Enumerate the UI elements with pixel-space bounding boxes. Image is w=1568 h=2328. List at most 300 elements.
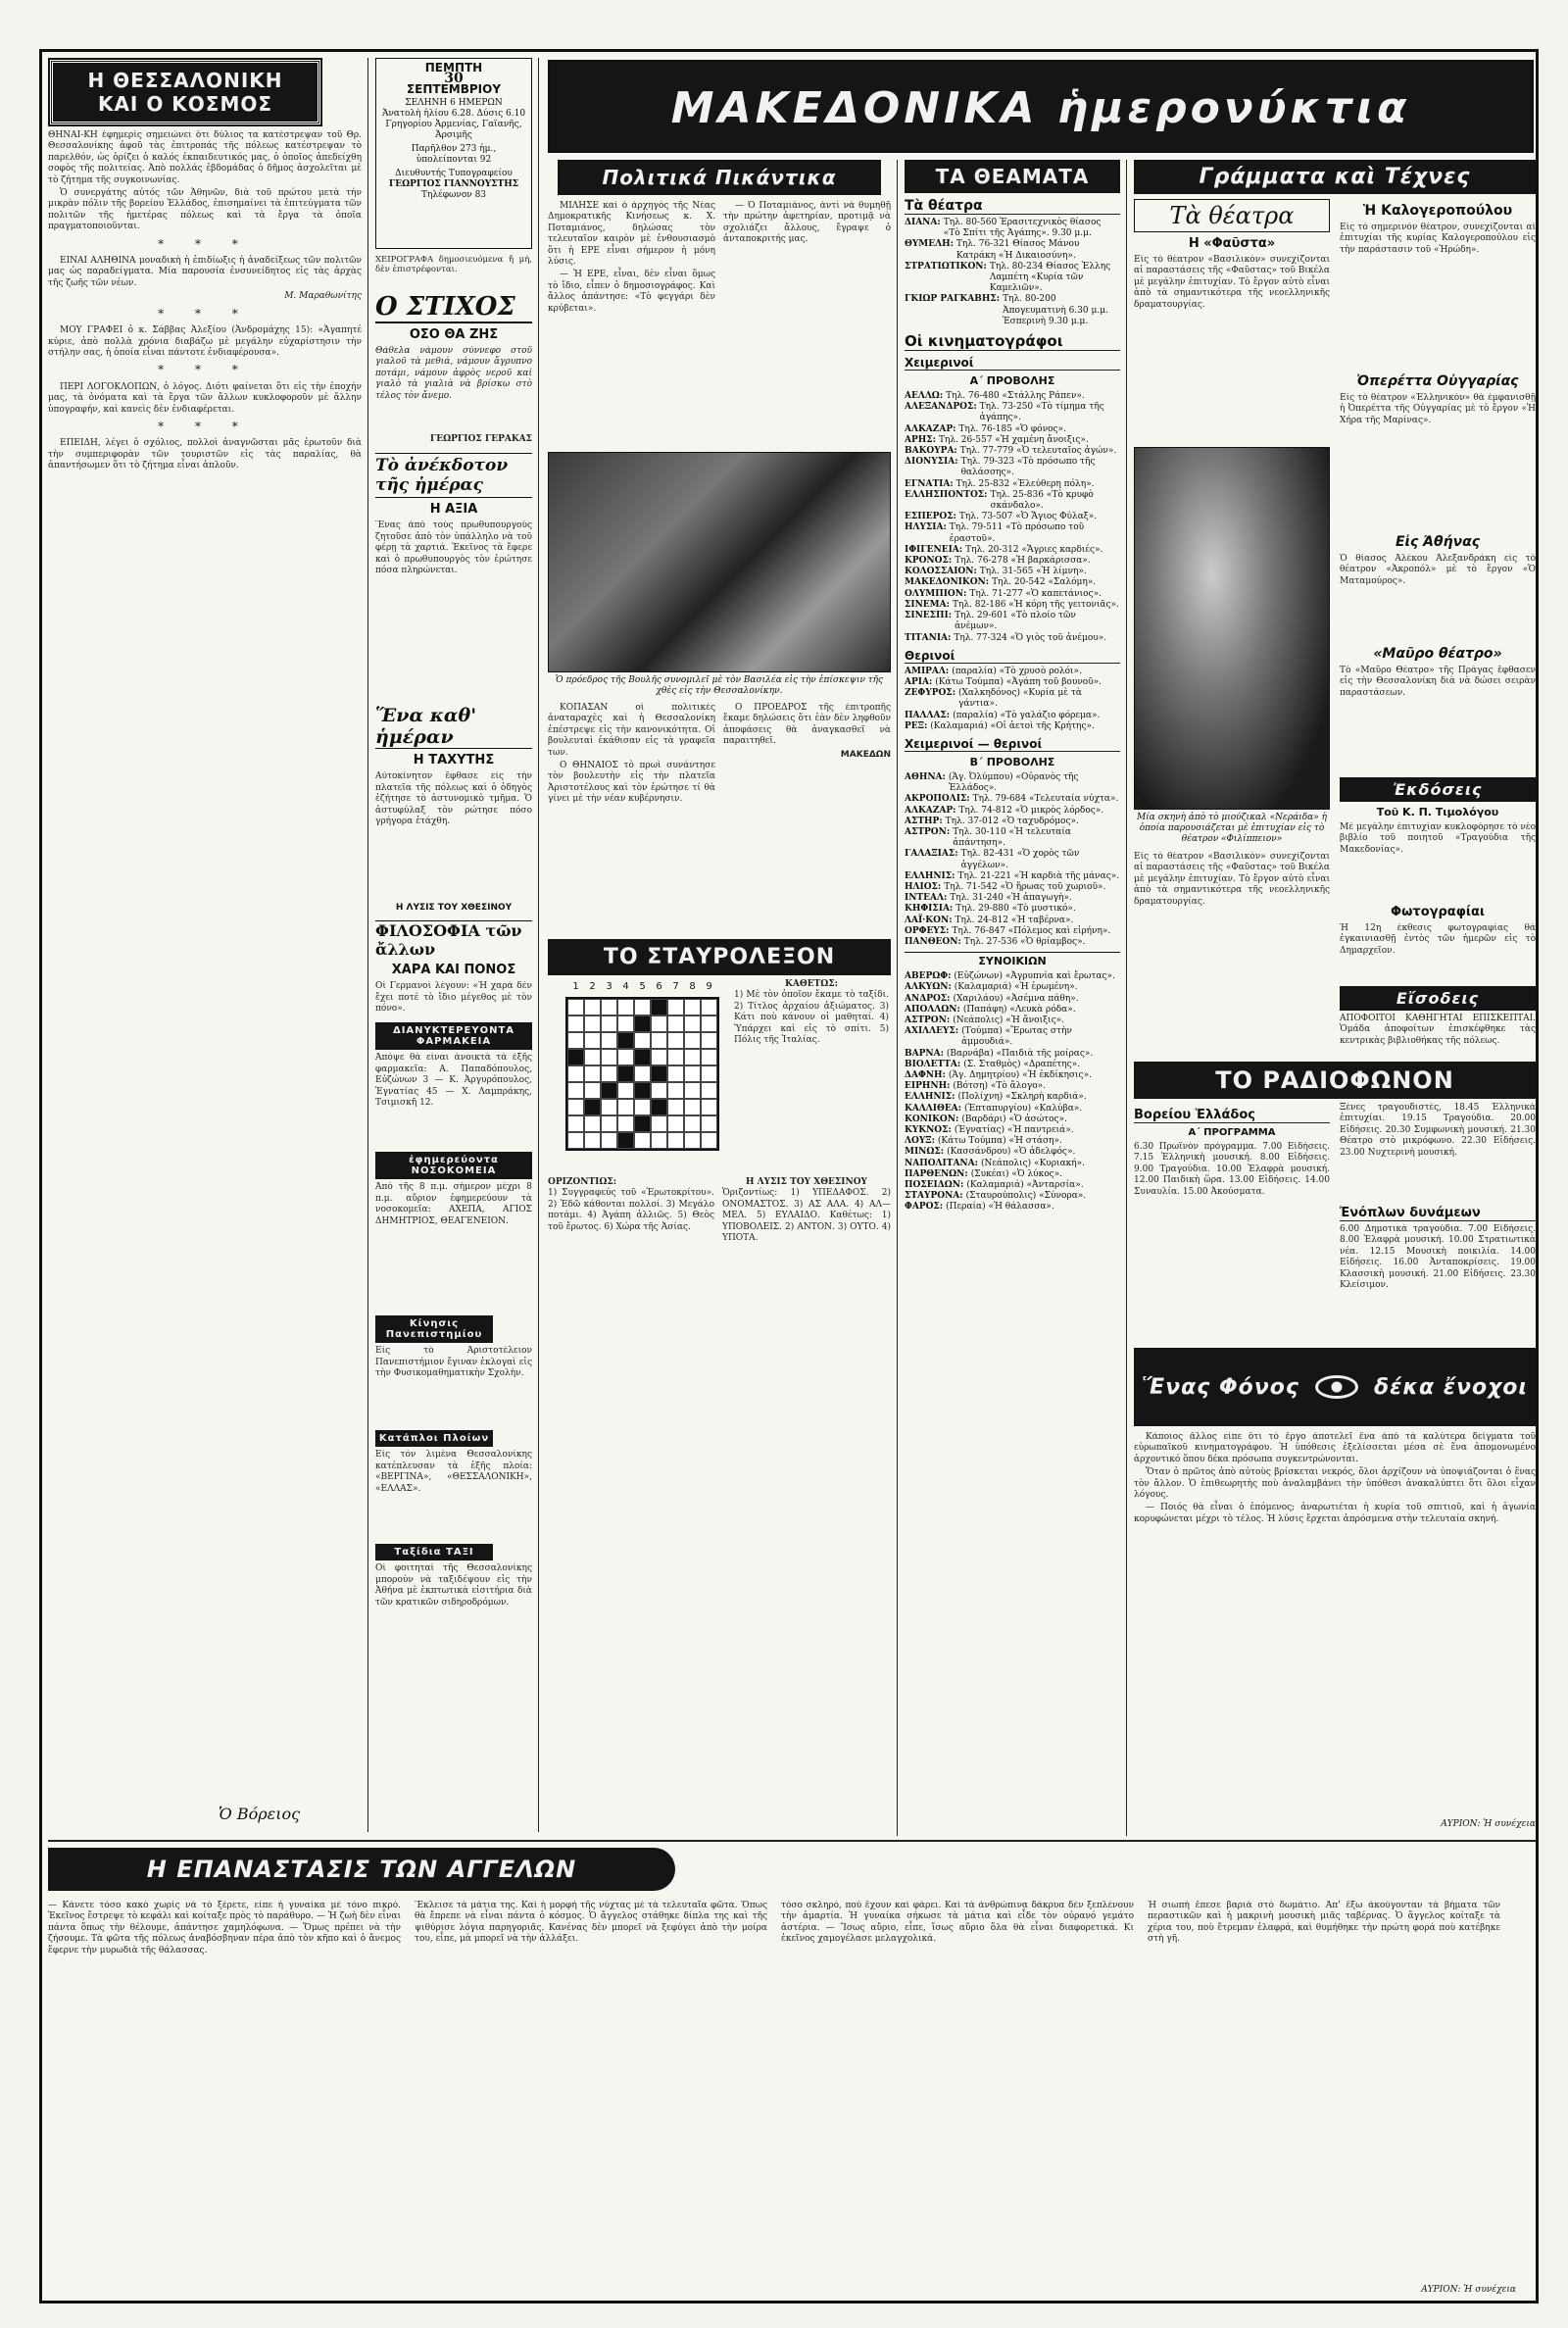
ploia-title: Κατάπλοι Πλοίων — [375, 1430, 493, 1447]
listing-text: (Χαλκηδόνος) «Κυρία μὲ τὰ γάντια». — [958, 688, 1082, 710]
listing-name: ΣΙΝΕΜΑ: — [905, 599, 950, 610]
listing-row — [905, 982, 1120, 993]
listing-name: ΠΑΛΛΑΣ: — [905, 710, 951, 720]
filo-title: ΦΙΛΟΣΟΦΙΑ τῶν ἄλλων — [375, 920, 532, 959]
athinas-title: Εἰς Ἀθήνας — [1395, 534, 1481, 550]
politika-photo-caption: Ὁ πρόεδρος τῆς Βουλῆς συνομιλεῖ μὲ τὸν Βασιλέα εἰς τὴν ἐπίσκεψιν τῆς χθὲς εἰς τὴν Θεσσαλονίκην. — [555, 675, 884, 696]
listing-text: Τηλ. 76-847 «Πόλεμος καὶ εἰρήνη». — [952, 925, 1111, 936]
listing-text: Τηλ. 76-321 Θίασος Μάνου Κατράκη «Ἡ Δικαιοσύνη». — [956, 239, 1080, 261]
kalog-title: Ἡ Καλογεροπούλου — [1362, 203, 1513, 219]
listing-text: Τηλ. 80-234 Θίασος Ἐλλης Λαμπέτη «Κυρία τῶν Καμελιῶν». — [989, 261, 1111, 294]
horiz-clues: 1) Συγγραφεύς τοῦ «Ἐρωτοκρίτου». 2) Ἐδῶ κάθονται πολλοί. 3) Μεγάλο ποτάμι. 4) Ἀγάπη ἀλλιῶς. 5) Θεὸς τοῦ ἔρωτος. 6) Χώρα τῆς Ἀσίας. — [548, 1188, 714, 1232]
listing-row — [905, 827, 1120, 849]
crossword-solution — [722, 1177, 891, 1452]
politika-para-5: Ο ΘΗΝΑΙΟΣ τὸ πρωὶ συνάντησε τὸν βουλευτὴν εἰς τὴν πλατεῖα Ἀριστοτέλους καὶ τὸν ἐρώτησε τί θὰ γίνει μὲ τὴν νέαν κυβέρνησιν. — [548, 761, 715, 805]
serial-col-4: Ἡ σιωπὴ ἔπεσε βαριά στὸ δωμάτιο. Ἀπ' ἔξω ἀκούγονταν τὰ βήματα τῶν περαστικῶν καὶ ἡ μακρινὴ μουσικὴ μιᾶς ταβέρνας. Ὁ ἄγγελος κοίταξε τὰ χέρια του, ποὺ ἔτρεμαν ἐλαφρά, καὶ θυμήθηκε τὴν πρώτη φορά ποὺ κατέβηκε στὴ γῆ. — [1148, 1901, 1500, 1945]
photo-title: Φωτογραφίαι — [1391, 905, 1485, 919]
farm-title: ΔΙΑΝΥΚΤΕΡΕΥΟΝΤΑ ΦΑΡΜΑΚΕΙΑ — [375, 1022, 532, 1050]
rule-bottom — [48, 1840, 1536, 1842]
kin-list-1 — [905, 391, 1120, 644]
listing-name: ΦΑΡΟΣ: — [905, 1202, 944, 1213]
politika-para-1: ΜΙΛΗΣΕ καὶ ὁ ἀρχηγὸς τῆς Νέας Δημοκρατικῆς Κινήσεως κ. Χ. Ποταμιάνος, δηλώσας τὸν τελευταῖον καιρὸν μὲ ἐνθουσιασμὸ ὅτι ἡ ΕΡΕ εἶναι σήμερον ἡ μόνη λύσις. — [548, 201, 715, 268]
operetta-title: Ὀπερέττα Οὐγγαρίας — [1356, 373, 1519, 389]
film-para-3: — Ποιός θὰ εἶναι ὁ ἑπόμενος; ἀναρωτιέται ἡ κυρία τοῦ σπιτιοῦ, καὶ ἡ ἀγωνία κορυφώνεται μέχρι τὸ τέλος. Ἡ λύσις ἔρχεται ἀπρόσμενα στὴν τελευταία σκηνή. — [1134, 1503, 1536, 1524]
politika-title: Πολιτικά Πικάντικα — [558, 160, 881, 195]
crossword-cell — [667, 999, 684, 1015]
crossword-number: 1 — [572, 981, 579, 992]
listing-name: ΣΤΡΑΤΙΩΤΙΚΟΝ: — [905, 261, 987, 272]
crossword-cell — [701, 1099, 717, 1115]
date-day: ΠΕΜΠΤΗ — [424, 61, 483, 74]
listing-text: Τηλ. 37-012 «Ὁ ταχυδρόμος». — [945, 816, 1079, 826]
eisodeis-body: ΑΠΟΦΟΙΤΟΙ ΚΑΘΗΓΗΤΑΙ ΕΠΙΣΚΕΠΤΑΙ. Ὁμάδα ἀποφοίτων ἑπισκέφθηκε τὰς κεντρικὰς βιβλιοθήκας τῆς πόλεως. — [1340, 1014, 1536, 1046]
listing-name: ΒΑΡΝΑ: — [905, 1048, 944, 1059]
listing-text: (Ἁγ. Ὀλύμπου) «Οὐρανὸς τῆς Ἑλλάδος». — [948, 771, 1079, 794]
radio-col-a — [1134, 1103, 1330, 1322]
listing-text: (Καλαμαριά) «Οἱ ἀετοὶ τῆς Κρήτης». — [930, 720, 1095, 731]
crossword-cell — [651, 999, 667, 1015]
listing-text: (παραλία) «Τὸ χρυσὸ ρολόι». — [952, 666, 1082, 676]
crossword-cell — [634, 1082, 651, 1099]
filo-sub: ΧΑΡΑ ΚΑΙ ΠΟΝΟΣ — [391, 963, 516, 978]
therinoi-title: Θερινοί — [905, 649, 1120, 664]
crossword-cell — [667, 1015, 684, 1032]
crossword-cell — [567, 1049, 584, 1065]
radio-evening: Ξένες τραγουδιστές, 18.45 Ἑλληνικὰ ἐπιτυχίαι. 19.15 Τραγούδια. 20.00 Εἰδήσεις. 20.30 Συμφωνικὴ μουσική. 21.30 Θέατρο στὸ μικρόφωνο. 22.30 Εἰδήσεις. 23.00 Νυχτερινὴ μουσική. — [1340, 1103, 1536, 1158]
listing-name: ΕΛΛΗΣΠΟΝΤΟΣ: — [905, 489, 988, 500]
crossword-cell — [651, 1015, 667, 1032]
listing-text: (Χαριλάου) «Ἀσέμνα πάθη». — [953, 993, 1079, 1004]
stichos-author: ΓΕΩΡΓΙΟΣ ΓΕΡΑΚΑΣ — [429, 434, 532, 444]
stichos-title: Ο ΣΤΙΧΟΣ — [375, 292, 532, 323]
crossword-cell — [617, 1032, 634, 1049]
left-para-5: ΠΕΡΙ ΛΟΓΟΚΛΟΠΩΝ, ὁ λόγος. Διότι φαίνεται ὅτι εἰς τὴν ἐποχήν μας, τὰ ὀνόματα καὶ τὰ ἔργα τῶν ἄλλων κυκλοφοροῦν μὲ ἄλλην ὑπογραφήν, καὶ κανεὶς δὲν ἐνδιαφέρεται. — [48, 381, 362, 415]
listing-text: Τηλ. 79-323 «Τὸ πρόσωπο τῆς θαλάσσης». — [960, 457, 1096, 478]
listing-name: ΓΚΙΩΡ ΡΑΓΚΑΒΗΣ: — [905, 294, 1001, 305]
crossword-cell — [617, 1065, 634, 1082]
listing-text: (Ἐγνατίας) «Ἡ παντρειά». — [954, 1125, 1074, 1136]
thessaloniki-banner — [50, 60, 320, 124]
listing-name: ΙΝΤΕΑΛ: — [905, 893, 948, 904]
film-sig: ΑΥΡΙΟΝ: Ἡ συνέχεια — [1441, 1819, 1536, 1829]
crossword-cell — [684, 1115, 701, 1132]
listing-text: (Βαρδάρι) «Ὁ ἀσώτος». — [961, 1114, 1067, 1124]
crossword-number: 6 — [656, 981, 662, 992]
faustas-body: Εἰς τὸ θέατρον «Βασιλικὸν» συνεχίζονται αἱ παραστάσεις τῆς «Φαῦστας» τοῦ Βικέλα μὲ μεγάλην ἐπιτυχίαν. Τὸ ἔργον αὐτὸ εἶναι ἀπὸ τὰ σημαντικότερα τῆς νεοελληνικῆς δραματουργίας. — [1134, 255, 1330, 310]
listing-name: ΕΙΡΗΝΗ: — [905, 1081, 951, 1092]
listing-row — [905, 1191, 1120, 1202]
crossword-cell — [651, 1132, 667, 1149]
listing-text: (Ἐπταπυργίου) «Καλύβα». — [964, 1103, 1083, 1114]
crossword-number: 9 — [706, 981, 712, 992]
listing-row — [905, 1049, 1120, 1060]
cheimerinoi-title: Χειμερινοί — [905, 356, 1120, 371]
crossword-cell — [651, 1032, 667, 1049]
separator-stars: * * * — [158, 236, 252, 251]
kath-solution: Η ΛΥΣΙΣ ΤΟΥ ΧΘΕΣΙΝΟΥ — [395, 903, 513, 914]
listing-row — [905, 994, 1120, 1005]
filo-body: Οἱ Γερμανοὶ λέγουν: «Ἡ χαρὰ δὲν ἔχει ποτέ τὸ ἴδιο μέγεθος μὲ τὸν πόνο». — [375, 981, 532, 1015]
listing-name: ΕΓΝΑΤΙΑ: — [905, 478, 954, 489]
listing-row — [905, 446, 1120, 457]
politika-para-6: Ο ΠΡΟΕΔΡΟΣ τῆς ἐπιτροπῆς ἔκαμε δηλώσεις ὅτι ἐὰν δὲν ληφθοῦν ἀποφάσεις θὰ ἀναγκασθεῖ νὰ παραιτηθεῖ. — [723, 703, 891, 747]
listing-name: ΑΡΙΑ: — [905, 676, 933, 687]
listing-name: ΑΡΗΣ: — [905, 434, 936, 445]
listing-row — [905, 882, 1120, 893]
listing-text: Τηλ. 76-185 «Ὁ φόνος». — [958, 423, 1066, 434]
crossword-vertical — [734, 979, 889, 1165]
crossword-cell — [567, 1015, 584, 1032]
listing-name: ΙΦΙΓΕΝΕΙΑ: — [905, 544, 963, 555]
listing-text: Τηλ. 71-542 «Ὁ ἥρωας τοῦ χωριοῦ». — [944, 881, 1106, 892]
masthead-title: ΜΑΚΕΔΟΝΙΚΑ ἡμερονύκτια — [548, 60, 1534, 153]
listing-row — [905, 1180, 1120, 1191]
listing-text: Τηλ. 82-431 «Ὁ χορὸς τῶν ἀγγέλων». — [960, 849, 1080, 870]
listing-row — [905, 677, 1120, 688]
listing-row — [905, 849, 1120, 870]
listing-row — [905, 971, 1120, 982]
left-para-2: Ὁ συνεργάτης αὐτός τῶν Ἀθηνῶν, διὰ τοῦ πρώτου μετὰ τὴν μικρὰν πόλιν τῆς βορείου Ἑλλάδος, ἐπισημαίνει τὰ ἐπιτεύγματα τῶν πολιτῶν τῆς ἡμετέρας πόλεως καὶ τὰ ἔργα τὰ ὁποῖα πραγματοποιοῦνται. — [48, 188, 362, 232]
listing-row — [905, 262, 1120, 295]
listing-text: Τηλ. 24-812 «Ἡ ταβέρνα». — [955, 915, 1074, 925]
anekdoto-title: Τὸ ἀνέκδοτον τῆς ἡμέρας — [375, 453, 532, 498]
crossword-cell — [584, 1032, 601, 1049]
anekdoto-sub: Η ΑΞΙΑ — [429, 502, 478, 518]
listing-text: Τηλ. 31-565 «Ἡ λίμνη». — [979, 567, 1087, 577]
taxi-body: Οἱ φοιτηταὶ τῆς Θεσσαλονίκης μπορούν νὰ ταξιδέψουν εἰς τὴν Ἀθήνα μὲ ἑκπτωτικὰ εἰσιτήρια διὰ τῶν κρατικῶν σιδηροδρόμων. — [375, 1563, 532, 1608]
listing-name: ΝΑΠΟΛΙΤΑΝΑ: — [905, 1158, 978, 1168]
separator-stars-2: * * * — [158, 306, 252, 321]
listing-text: Τηλ. 27-536 «Ὁ θρίαμβος». — [963, 936, 1086, 947]
crossword-cell — [601, 1065, 617, 1082]
printer-name: ΓΕΩΡΓΙΟΣ ΓΙΑΝΝΟΥΣΤΗΣ — [388, 179, 519, 189]
crossword-cell — [617, 1015, 634, 1032]
radio-enoplon-body: 6.00 Δημοτικὰ τραγούδια. 7.00 Εἰδήσεις. 8.00 Ἐλαφρὰ μουσική. 10.00 Στρατιωτικὰ νέα. 12.15 Μουσικὴ ποικιλία. 14.00 Εἰδήσεις. 16.00 Ἀνταποκρίσεις. 19.00 Κλασσικὴ μουσική. 21.00 Εἰδήσεις. 23.30 Κλείσιμον. — [1340, 1224, 1536, 1291]
stavrolexo-title: ΤΟ ΣΤΑΥΡΟΛΕΞΟΝ — [548, 939, 891, 975]
listing-row — [905, 711, 1120, 721]
ekdoseis-title: Ἐκδόσεις — [1340, 777, 1536, 802]
listing-row — [905, 402, 1120, 423]
listing-row — [905, 512, 1120, 522]
crossword-cell — [667, 1132, 684, 1149]
radio-title: ΤΟ ΡΑΔΙΟΦΩΝΟΝ — [1134, 1062, 1536, 1099]
crossword-cell — [701, 1065, 717, 1082]
listing-text: (Νεάπολις) «Κυριακή». — [980, 1158, 1086, 1168]
listing-row — [905, 1060, 1120, 1070]
crossword-cell — [567, 1115, 584, 1132]
listing-text: Τηλ. 71-277 «Ὁ καπετάνιος». — [969, 588, 1102, 599]
serial-next: ΑΥΡΙΟΝ: Ἡ συνέχεια — [1421, 2285, 1516, 2295]
listing-name: ΜΙΝΩΣ: — [905, 1147, 945, 1158]
crossword-cell — [651, 1049, 667, 1065]
grammata-photo — [1134, 447, 1330, 810]
listing-row — [905, 577, 1120, 588]
politika-signature: ΜΑΚΕΔΩΝ — [840, 749, 891, 760]
listing-name: ΑΣΤΡΟΝ: — [905, 826, 951, 837]
listing-row — [905, 522, 1120, 544]
listing-text: Τηλ. 79-511 «Τὸ πρόσωπο τοῦ ἐραστοῦ». — [949, 522, 1085, 544]
listing-text: Τηλ. 80-560 Ἐρασιτεχνικὸς θίασος «Τὸ Σπίτι τῆς Ἀγάπης». 9.30 μ.μ. — [943, 218, 1102, 239]
listing-row — [905, 435, 1120, 446]
kinim-title: Οἱ κινηματογράφοι — [905, 332, 1120, 351]
crossword-cell — [601, 1032, 617, 1049]
listing-name: ΚΡΟΝΟΣ: — [905, 556, 953, 567]
ekdoseis-sub: Τοῦ Κ. Π. Τιμολόγου — [1376, 806, 1499, 818]
date-month: ΣΕΠΤΕΜΒΡΙΟΥ — [406, 82, 502, 96]
crossword-cell — [667, 1065, 684, 1082]
listing-name: ΚΑΛΛΙΘΕΑ: — [905, 1103, 961, 1114]
politika-para-3: — Ὁ Ποταμιάνος, ἀντὶ νὰ θυμηθῇ τὴν πρώτην ἀφετηρίαν, προτιμᾷ νὰ σχολιάζει ἄλλους, ἔγραψε ὁ ἀνταποκριτής μας. — [723, 201, 891, 245]
radio-section — [1134, 1062, 1536, 1341]
listing-row — [905, 916, 1120, 926]
listing-text: Τηλ. 77-779 «Ὁ τελευταῖος ἀγών». — [959, 446, 1117, 457]
crossword-cell — [684, 1015, 701, 1032]
film-eye-icon — [1315, 1375, 1358, 1399]
radio-a-programma: Α΄ ΠΡΟΓΡΑΜΜΑ — [1188, 1127, 1276, 1138]
radio-cols — [1134, 1103, 1536, 1322]
film-para-1: Κάποιος ἄλλος εἶπε ὅτι τὸ ἔργο ἀποτελεῖ ἕνα ἀπὸ τὰ καλύτερα δείγματα τοῦ εὐρωπαϊκοῦ κινηματογράφου. Ἡ ὑπόθεσις ἐξελίσσεται μέσα σὲ ἕνα ἀπομονωμένο ἀρχοντικό ὅπου δέκα πρόσωπα συγκεντρώνονται. — [1134, 1432, 1536, 1464]
listing-text: (Κάτω Τούμπα) «Ἡ στάση». — [937, 1136, 1062, 1147]
left-article — [48, 130, 362, 1827]
crossword-cell — [584, 1049, 601, 1065]
film-section — [1134, 1348, 1536, 1833]
serial-col-1: — Κάνετε τόσο κακὸ χωρὶς νὰ τὸ ξέρετε, εἶπε ἡ γυναίκα μὲ τόνο πικρό. Ἐκεῖνος ἔστρεψε τὸ κεφάλι καὶ κοίταξε πρὸς τὸ παράθυρο. — Ἡ ζωὴ δὲν εἶναι πάντα ὅπως τὴν θέλουμε, ἀπάντησε χαμηλόφωνα. — Ὅμως πρέπει νὰ τὴν ζήσουμε. Τὰ φῶτα τῆς πόλεως ἀναβόσβηναν πέρα ἀπὸ τὸν κῆπο καὶ ὁ ἄνεμος ἔφερνε τὴν μυρωδιὰ τῆς θάλασσας. — [48, 1901, 401, 1956]
anekdoto-body: Ἕνας ἀπὸ τοὺς πρωθυπουργοὺς ζητοῦσε ἀπὸ τὸν ὑπάλληλο νὰ τοῦ φέρῃ τὰ χαρτιά. Ἐκεῖνος τὰ ἔφερε καὶ ὁ πρωθυπουργὸς τὸν ἐρώτησε πόσα πληρώνεται. — [375, 520, 532, 576]
date-sun: Ἀνατολὴ ἡλίου 6.28. Δύσις 6.10 — [381, 109, 526, 119]
listing-name: ΑΒΕΡΩΦ: — [905, 971, 952, 982]
listing-row — [905, 937, 1120, 948]
crossword-cell — [634, 1115, 651, 1132]
listing-text: Τηλ. 79-684 «Τελευταία νύχτα». — [972, 794, 1119, 805]
crossword-cell — [701, 1015, 717, 1032]
listing-name: ΑΕΛΛΩ: — [905, 391, 944, 402]
phone-number: Τηλέφωνον 83 — [420, 190, 487, 200]
radio-enoplon: Ἐνόπλων δυνάμεων — [1340, 1206, 1536, 1221]
listing-row — [905, 294, 1120, 327]
politika-section — [548, 160, 891, 934]
listing-row — [905, 556, 1120, 567]
listing-text: Τηλ. 74-812 «Ὁ μικρὸς λόρδος». — [958, 805, 1104, 816]
faustas-title: Η «Φαῦστα» — [1188, 236, 1276, 251]
film-title-left: Ἕνας Φόνος — [1142, 1374, 1299, 1400]
listing-name: ΚΗΦΙΣΙΑ: — [905, 904, 954, 915]
listing-name: ΑΠΟΛΛΩΝ: — [905, 1004, 960, 1015]
farm-body: Ἀπόψε θὰ εἶναι ἀνοικτὰ τὰ ἑξῆς φαρμακεῖα: Α. Παπαδόπουλος, Εὐζώνων 3 — Κ. Ἀργυρόπουλος, Ἐγνατίας 45 — Χ. Λαμπράκης, Τσιμισκῆ 12. — [375, 1053, 532, 1109]
crossword-cell — [634, 1032, 651, 1049]
crossword-cell — [667, 1115, 684, 1132]
listing-row — [905, 893, 1120, 904]
stichos-body: Θάθελα νάμουν σύννεφο στοῦ γιαλοῦ τὰ μεθιά, νάμουν ἄγρυπνο ποτάμι, νάμουν ἀφρὸς νεροῦ καὶ γιαλὸ τὰ γιαλιὰ νὰ βρίσκω στὸ τέλος τὸν ἄνεμο. — [375, 346, 532, 401]
listing-name: ΠΟΣΕΙΔΩΝ: — [905, 1180, 964, 1191]
crossword-cell — [701, 1082, 717, 1099]
listing-name: ΑΧΙΛΛΕΥΣ: — [905, 1026, 959, 1037]
listing-text: (Καλαμαριά) «Ἀνταρσία». — [966, 1180, 1084, 1191]
listing-text: (Κάτω Τούμπα) «Ἀγάπη τοῦ βουνοῦ». — [935, 676, 1102, 687]
listing-name: ΡΕΞ: — [905, 720, 928, 731]
crossword-cell — [617, 1082, 634, 1099]
left-para-4: ΜΟΥ ΓΡΑΦΕΙ ὁ κ. Σάββας Ἀλεξίου (Ἀνδρομάχης 15): «Ἀγαπητέ κύριε, ἀπὸ πολλὰ χρόνια διαβάζω μὲ μεγάλην εὐχαρίστησιν τὴν στήλην σας, ἡ ὁποία εἶναι πάντοτε ἐνδιαφέρουσα». — [48, 325, 362, 358]
crossword-cell — [584, 1065, 601, 1082]
crossword-cell — [684, 1065, 701, 1082]
crossword-cell — [584, 999, 601, 1015]
listing-row — [905, 1114, 1120, 1125]
crossword-cell — [617, 1099, 634, 1115]
crossword-cell — [684, 1132, 701, 1149]
listing-name: ΗΛΥΣΙΑ: — [905, 522, 947, 533]
listing-name: ΜΑΚΕΔΟΝΙΚΟΝ: — [905, 577, 990, 588]
listing-name: ΚΟΛΟΣΣΑΙΟΝ: — [905, 567, 977, 577]
b-provoli-title: Β΄ ΠΡΟΒΟΛΗΣ — [969, 755, 1055, 768]
crossword-cell — [567, 1065, 584, 1082]
crossword-number: 8 — [689, 981, 696, 992]
listing-name: ΚΟΝΙΚΟΝ: — [905, 1114, 959, 1124]
listing-row — [905, 218, 1120, 239]
film-title-right: δέκα ἔνοχοι — [1373, 1374, 1528, 1400]
listing-row — [905, 667, 1120, 677]
crossword-cell — [701, 1049, 717, 1065]
taxi-title: Ταξίδια ΤΑΞΙ — [375, 1544, 493, 1560]
serial-section — [48, 1848, 1536, 2299]
listing-row — [905, 633, 1120, 644]
listing-name: ΑΛΚΑΖΑΡ: — [905, 423, 956, 434]
kath-title: Ἕνα καθ' ἡμέραν — [375, 705, 532, 749]
listing-row — [905, 545, 1120, 556]
theamata-section — [905, 160, 1120, 1826]
kalog-body: Εἰς τὸ σημερινόν θέατρον, συνεχίζονται αἱ ἐπιτυχίαι τῆς κυρίας Καλογεροπούλου εἰς τὴν παράστασιν τοῦ «Ἡρώδη». — [1340, 223, 1536, 255]
crossword-cell — [634, 999, 651, 1015]
left-para-1: ΘΗΝΑΙ-ΚΗ ἐφημερὶς σημειώνει ὅτι δύλιος τα κατέστρεψαν τοῦ Θρ. Θεσσαλονίκης ἀφοῦ τὰς ἐπιτροπάς τῆς πόλεως κατέστρεψαν τὸ παρελθόν, ὡς ὁρίζει ὁ καλός ἐκπαιδευτικός μας, ὁ ὁποῖος ἀπεδείχθη σοφὸς τῆς πολιτείας. Ἀπὸ πολλάς ἐβδομάδας ὁ δῆμος ἀσχολεῖται μὲ τὸ ζήτημα τῆς συγκοινωνίας. — [48, 130, 362, 185]
crossword-cell — [634, 1099, 651, 1115]
crossword-cell — [617, 1115, 634, 1132]
listing-row — [905, 1147, 1120, 1158]
operetta-body: Εἰς τὸ θέατρον «Ἑλληνικὸν» θὰ ἐμφανισθῇ ἡ Ὀπερέττα τῆς Οὐγγαρίας μὲ τὸ ἔργον «Ἡ Χήρα τῆς Μαρίνας». — [1340, 393, 1536, 425]
grammata-more: Εἰς τὸ θέατρον «Βασιλικὸν» συνεχίζονται αἱ παραστάσεις τῆς «Φαῦστας» τοῦ Βικέλα μὲ μεγάλην ἐπιτυχίαν. Τὸ ἔργον αὐτὸ εἶναι ἀπὸ τὰ σημαντικότερα τῆς νεοελληνικῆς δραματουργίας. — [1134, 852, 1330, 907]
listing-name: ΕΛΛΗΝΙΣ: — [905, 1092, 956, 1103]
crossword-cell — [684, 1082, 701, 1099]
solution-title: Η ΛΥΣΙΣ ΤΟΥ ΧΘΕΣΙΝΟΥ — [746, 1177, 867, 1187]
listing-text: Τηλ. 20-312 «Ἄγριες καρδιές». — [965, 544, 1103, 555]
listing-row — [905, 479, 1120, 490]
listing-row — [905, 806, 1120, 817]
politika-photo — [548, 452, 891, 672]
serial-cols — [48, 1901, 1536, 2288]
crossword-cell — [634, 1132, 651, 1149]
mavro-body: Τὸ «Μαῦρο Θέατρο» τῆς Πράγας ἔφθασεν εἰς τὴν Θεσσαλονίκη διὰ νὰ δώσει σειρὰν παραστάσεων. — [1340, 666, 1536, 698]
politika-top-cols — [548, 201, 891, 446]
crossword-cell — [667, 1099, 684, 1115]
listing-name: ΑΣΤΡΟΝ: — [905, 1015, 951, 1025]
left-signature: Ὁ Βόρειος — [219, 1805, 301, 1823]
crossword-cell — [567, 1132, 584, 1149]
banner-line-2: ΚΑΙ Ο ΚΟΣΜΟΣ — [97, 92, 273, 116]
listing-row — [905, 1026, 1120, 1048]
grammata-col-a — [1134, 199, 1330, 1092]
a-provoli-title: Α΄ ΠΡΟΒΟΛΗΣ — [969, 374, 1055, 388]
crossword-number: 5 — [639, 981, 646, 992]
grammata-cols — [1134, 199, 1536, 1092]
crossword-cell — [634, 1065, 651, 1082]
listing-name: ΣΙΝΕΣΠΙ: — [905, 611, 953, 621]
date-saints: Γρηγορίου Ἀρμενίας, Γαϊανῆς, Ἀρσιμῆς — [385, 120, 522, 140]
ploia-body: Εἰς τὸν λιμένα Θεσσαλονίκης κατέπλευσαν τὰ ἑξῆς πλοία: «ΒΕΡΓΙΝΑ», «ΘΕΣΣΑΛΟΝΙΚΗ», «ΕΛΛΑΣ». — [375, 1450, 532, 1494]
listing-name: ΤΙΤΑΝΙΑ: — [905, 632, 952, 643]
politika-para-4: ΚΟΠΑΣΑΝ οἱ πολιτικὲς ἀναταραχὲς καὶ ἡ Θεσσαλονίκη ἐπέστρεψε εἰς τὴν κανονικότητα. Οἱ βουλευταὶ ἐκάθισαν εἰς τὰ γραφεῖα των. — [548, 703, 715, 758]
grammata-title: Γράμματα καὶ Τέχνες — [1134, 160, 1536, 194]
crossword-cell — [684, 1032, 701, 1049]
listing-text: (Συκέαι) «Ὁ λύκος». — [970, 1168, 1063, 1179]
crossword-cell — [667, 1049, 684, 1065]
crossword-cell — [617, 999, 634, 1015]
column-2 — [375, 292, 532, 1831]
listing-row — [905, 1070, 1120, 1081]
listing-row — [905, 490, 1120, 512]
crossword-bottom — [548, 1177, 891, 1452]
listing-name: ΟΡΦΕΥΣ: — [905, 925, 950, 936]
crossword-cell — [684, 1099, 701, 1115]
listing-text: Τηλ. 25-836 «Τὸ κρυφὸ σκάνδαλο». — [990, 489, 1094, 512]
politika-col-d — [723, 703, 891, 934]
listing-text: (Κασσάνδρου) «Ὁ ἀδελφός». — [947, 1147, 1076, 1158]
listing-row — [905, 926, 1120, 937]
separator-stars-4: * * * — [158, 419, 252, 433]
listing-name: ΑΛΚΥΩΝ: — [905, 982, 952, 993]
crossword-cell — [634, 1049, 651, 1065]
crossword-cell — [567, 1032, 584, 1049]
listing-row — [905, 391, 1120, 402]
listing-name: ΒΙΟΛΕΤΤΑ: — [905, 1059, 961, 1069]
listing-row — [905, 1125, 1120, 1136]
listing-name: ΠΑΝΘΕΟΝ: — [905, 936, 961, 947]
separator-stars-3: * * * — [158, 363, 252, 377]
theatra-title: Τὰ θέατρα — [905, 198, 1120, 215]
listing-name: ΘΥΜΕΛΗ: — [905, 239, 954, 250]
rule-2 — [538, 58, 539, 1832]
listing-name: ΑΛΚΑΖΑΡ: — [905, 805, 956, 816]
listing-row — [905, 600, 1120, 611]
film-body — [1134, 1432, 1536, 1819]
crossword-cell — [617, 1049, 634, 1065]
ekdoseis-body: Μὲ μεγάλην ἐπιτυχίαν κυκλοφόρησε τὸ νέο βιβλίο τοῦ ποιητοῦ «Τραγούδια τῆς Μακεδονίας». — [1340, 822, 1536, 855]
crossword-number: 4 — [622, 981, 629, 992]
crossword-cell — [601, 1049, 617, 1065]
left-sig-1: Μ. Μαραθωνίτης — [284, 291, 362, 302]
listing-row — [905, 1202, 1120, 1213]
crossword-cell — [634, 1015, 651, 1032]
radio-col-b — [1340, 1103, 1536, 1322]
athinas-body: Ὁ θίασος Ἀλέκου Ἀλεξανδράκη εἰς τὸ θέατρον «Ἀκροπόλ» μὲ τὸ ἔργον «Ὁ Ματαμούρος». — [1340, 554, 1536, 586]
crossword-number: 3 — [606, 981, 612, 992]
listing-row — [905, 688, 1120, 710]
crossword-cell — [584, 1132, 601, 1149]
manuscripts-note: ΧΕΙΡΟΓΡΑΦΑ δημοσιευόμενα ἤ μή, δὲν ἐπιστρέφονται. — [375, 255, 532, 274]
nosok-body: Ἀπὸ τῆς 8 π.μ. σήμερον μέχρι 8 π.μ. αὔριον ἐφημερεύουν τὰ νοσοκομεῖα: ΑΧΕΠΑ, ΑΓΙΟΣ ΔΗΜΗΤΡΙΟΣ, ΘΕΑΓΕΝΕΙΟΝ. — [375, 1182, 532, 1226]
listing-text: Τηλ. 76-278 «Ἡ βαρκάρισσα». — [955, 556, 1091, 567]
crossword-cell — [567, 1099, 584, 1115]
theatra-list — [905, 218, 1120, 327]
listing-text: Τηλ. 73-250 «Τὸ τίμημα τῆς ἀγάπης». — [979, 402, 1104, 423]
listing-row — [905, 904, 1120, 915]
listing-name: ΒΑΚΟΥΡΑ: — [905, 446, 957, 457]
grammata-col-b — [1340, 199, 1536, 1092]
synoikion-title: ΣΥΝΟΙΚΙΩΝ — [905, 952, 1120, 967]
crossword-cell — [684, 999, 701, 1015]
kinisis-title: Κίνησις Πανεπιστημίου — [375, 1315, 493, 1343]
listing-row — [905, 567, 1120, 577]
serial-col-2: Ἔκλεισε τὰ μάτια της. Καὶ ἡ μορφή τῆς νύχτας μὲ τὰ τελευταῖα φῶτα. Ὅπως θὰ ἔπρεπε νὰ εἶναι πάντα ὁ κόσμος. Ὁ ἄγγελος στάθηκε δίπλα της καὶ τῆς ψιθύρισε λόγια παρηγοριᾶς. Κανένας δὲν μπορεῖ νὰ ξεφύγει ἀπὸ τὴν μοίρα του, εἶπε, μὰ μπορεῖ νὰ τὴν ἀλλάξει. — [415, 1901, 767, 1945]
listing-name: ΕΣΠΕΡΟΣ: — [905, 512, 956, 522]
listing-name: ΚΥΚΝΟΣ: — [905, 1125, 952, 1136]
radio-a-body: 6.30 Πρωϊνὸν πρόγραμμα. 7.00 Εἰδήσεις. 7.15 Ἑλληνικὴ μουσική. 8.00 Εἰδήσεις. 9.00 Τραγούδια. 10.00 Ἐλαφρὰ μουσική. 12.00 Παιδικὴ ὥρα. 13.00 Εἰδήσεις. 14.00 Συναυλία. 15.00 Ἀκούσματα. — [1134, 1142, 1330, 1197]
